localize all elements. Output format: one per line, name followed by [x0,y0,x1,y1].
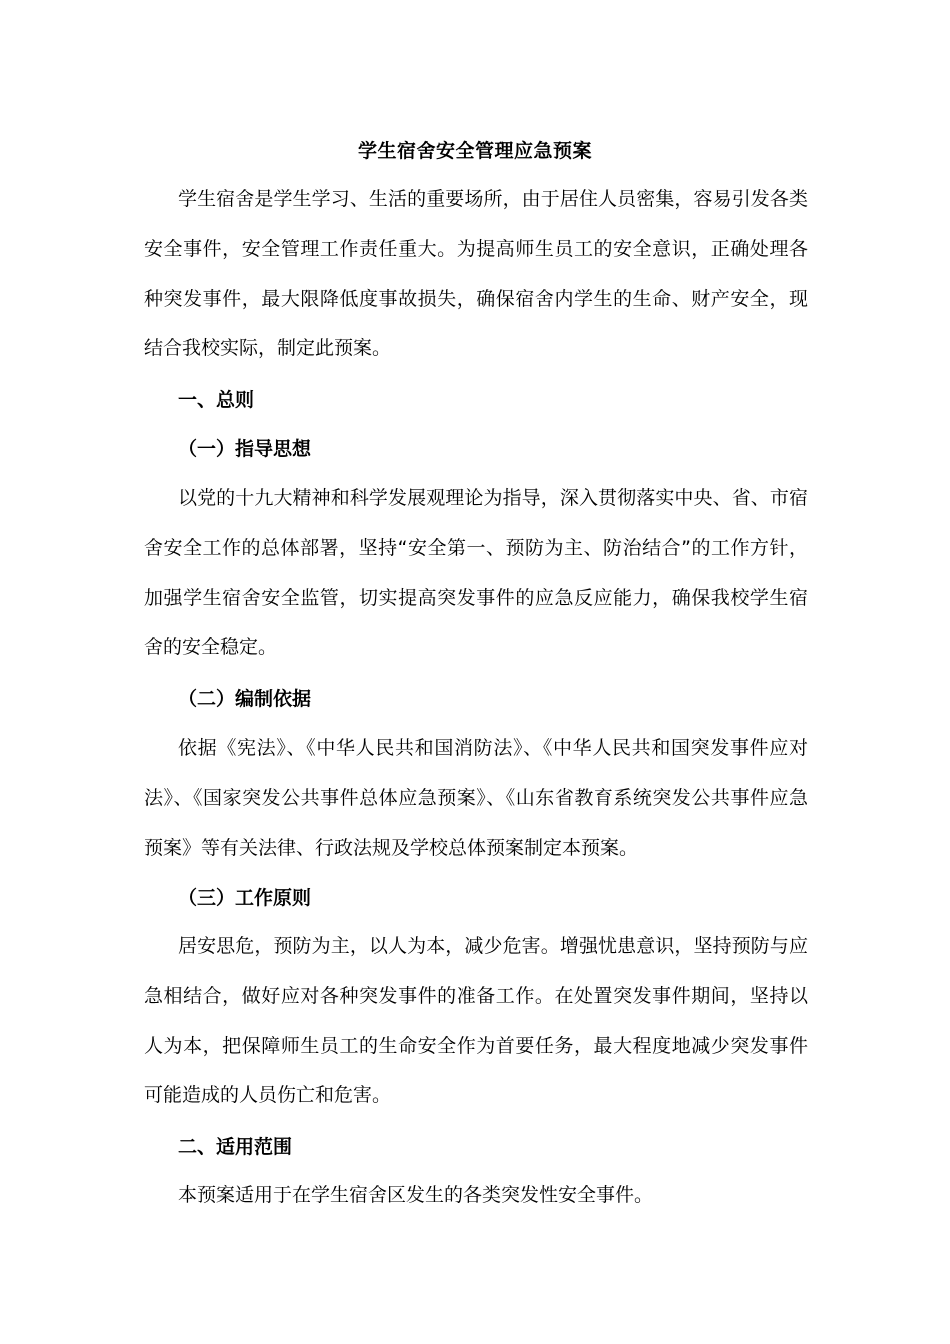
scope-paragraph: 本预案适用于在学生宿舍区发生的各类突发性安全事件。 [178,1184,654,1206]
intro-paragraph: 学生宿舍是学生学习、生活的重要场所，由于居住人员密集，容易引发各类安全事件，安全管理工作责任重大。为提高师生员工的安全意识，正确处理各种突发事件，最大限降低度事故损失，确保宿舍内学生的生命、财产安全，现结合我校实际，制定此预案。 [144,188,808,360]
document-title: 学生宿舍安全管理应急预案 [357,140,592,162]
subsection-heading-compilation-basis: （二）编制依据 [178,688,312,710]
subsection-heading-working-principles: （三）工作原则 [178,887,312,909]
subsection-heading-guiding-ideology: （一）指导思想 [178,438,312,460]
section-heading-scope: 二、适用范围 [178,1136,293,1158]
compilation-basis-paragraph: 依据《宪法》、《中华人民共和国消防法》、《中华人民共和国突发事件应对法》、《国家突发公共事件总体应急预案》、《山东省教育系统突发公共事件应急预案》等有关法律、行政法规及学校总体预案制定本预案。 [144,737,808,859]
working-principles-paragraph: 居安思危，预防为主，以人为本，减少危害。增强忧患意识，坚持预防与应急相结合，做好应对各种突发事件的准备工作。在处置突发事件期间，坚持以人为本，把保障师生员工的生命安全作为首要任务，最大程度地减少突发事件可能造成的人员伤亡和危害。 [144,935,808,1107]
guiding-ideology-paragraph: 以党的十九大精神和科学发展观理论为指导，深入贯彻落实中央、省、市宿舍安全工作的总体部署，坚持“安全第一、预防为主、防治结合”的工作方针，加强学生宿舍安全监管，切实提高突发事件的应急反应能力，确保我校学生宿舍的安全稳定。 [144,487,808,659]
section-heading-general: 一、总则 [178,389,255,411]
